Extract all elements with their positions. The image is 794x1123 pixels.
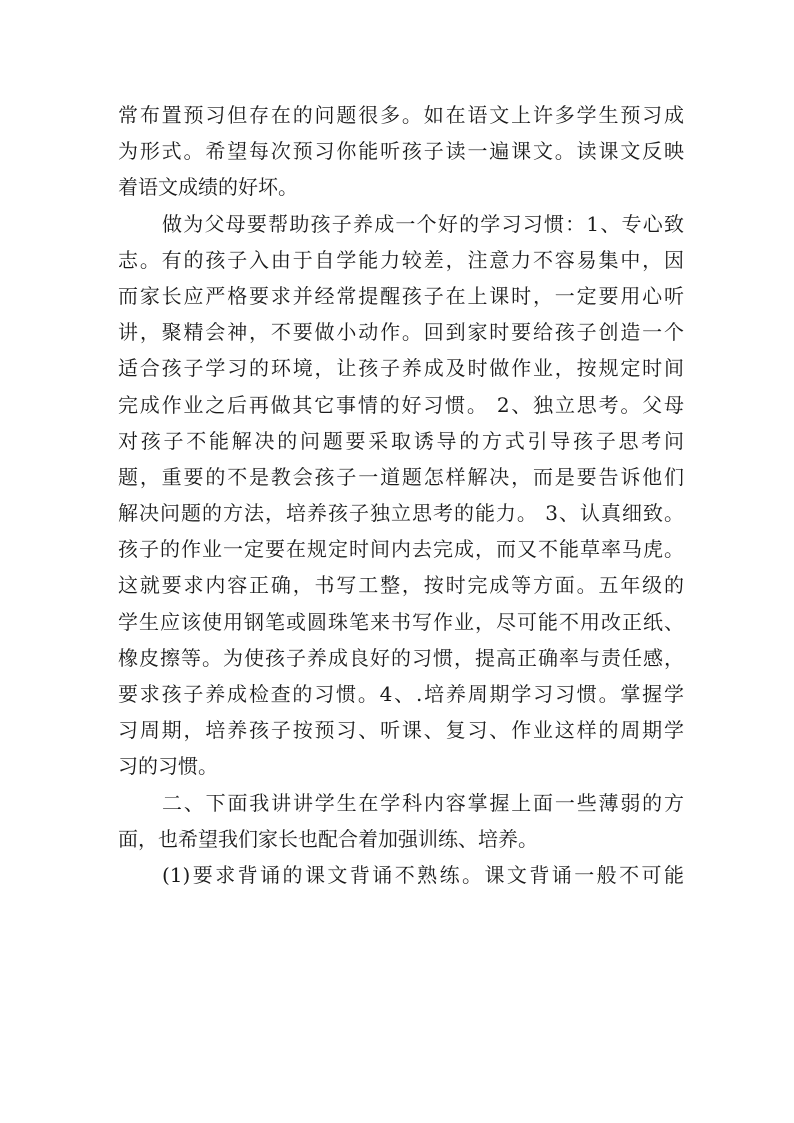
- text-line: 着语文成绩的好坏。: [118, 175, 298, 200]
- text-line: 对孩子不能解决的问题要采取诱导的方式引导孩子思考问: [118, 428, 684, 453]
- text-line: 适合孩子学习的环境，让孩子养成及时做作业，按规定时间: [118, 356, 684, 381]
- text-line: 完成作业之后再做其它事情的好习惯。 2、独立思考。父母: [118, 392, 684, 417]
- text-line: 面，也希望我们家长也配合着加强训练、培养。: [118, 826, 538, 851]
- text-line: 橡皮擦等。为使孩子养成良好的习惯，提高正确率与责任感，: [118, 645, 684, 670]
- text-line: 二、下面我讲讲学生在学科内容掌握上面一些薄弱的方: [162, 790, 684, 815]
- paragraph-recitation: [118, 857, 684, 893]
- text-line: 习周期，培养孩子按预习、听课、复习、作业这样的周期学: [118, 718, 684, 743]
- paragraph-weak-areas: [118, 785, 684, 857]
- text-line: 解决问题的方法，培养孩子独立思考的能力。 3、认真细致。: [118, 501, 684, 526]
- text-line: 要求孩子养成检查的习惯。4、.培养周期学习习惯。掌握学: [118, 682, 684, 706]
- text-line: 孩子的作业一定要在规定时间内去完成，而又不能草率马虎。: [118, 537, 684, 562]
- text-line: 学生应该使用钢笔或圆珠笔来书写作业，尽可能不用改正纸、: [118, 609, 684, 634]
- text-line: 志。有的孩子入由于自学能力较差，注意力不容易集中，因: [118, 247, 684, 272]
- text-line: 常布置预习但存在的问题很多。如在语文上许多学生预习成: [118, 103, 684, 127]
- text-line: 讲，聚精会神，不要做小动作。回到家时要给孩子创造一个: [118, 320, 684, 345]
- text-line: 习的习惯。: [118, 754, 218, 779]
- text-line: 而家长应严格要求并经常提醒孩子在上课时，一定要用心听: [118, 283, 684, 308]
- text-line: 这就要求内容正确，书写工整，按时完成等方面。五年级的: [118, 573, 684, 598]
- text-line: 为形式。希望每次预习你能听孩子读一遍课文。读课文反映: [118, 139, 684, 164]
- paragraph-preview-problems: [118, 97, 684, 206]
- text-line: (1)要求背诵的课文背诵不熟练。课文背诵一般不可能: [162, 862, 684, 887]
- document-page: [118, 97, 684, 893]
- text-line: 做为父母要帮助孩子养成一个好的学习习惯：1、专心致: [162, 211, 684, 236]
- paragraph-study-habits: [118, 206, 684, 785]
- text-line: 题，重要的不是教会孩子一道题怎样解决，而是要告诉他们: [118, 464, 684, 489]
